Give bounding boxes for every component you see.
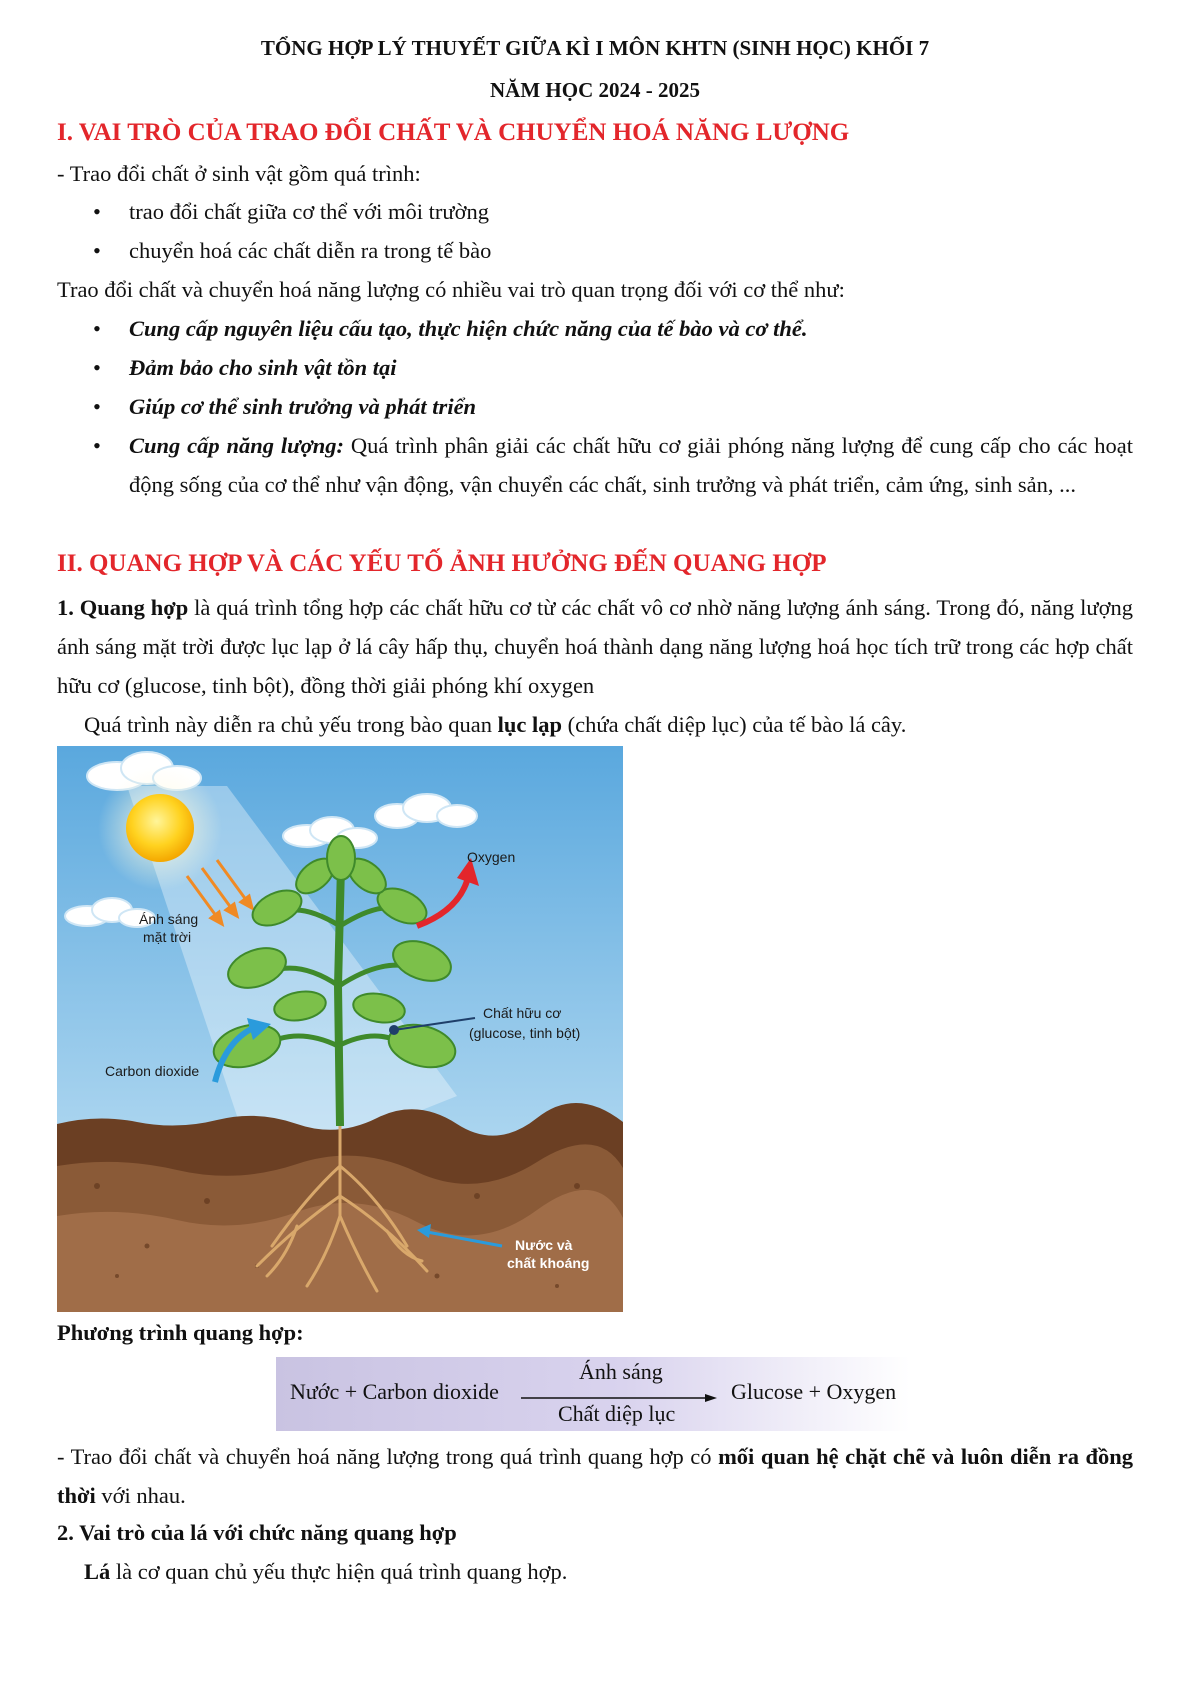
label-light-2: mặt trời [143,929,192,945]
label-light-1: Ánh sáng [139,911,199,927]
bullet-dot: • [93,199,101,224]
role-item: Cung cấp nguyên liệu cấu tạo, thực hiện chức năng của tế bào và cơ thể. [129,316,808,341]
process-item: chuyển hoá các chất diễn ra trong tế bào [129,238,492,263]
bullet-dot: • [93,355,101,380]
def-number: 1. [57,595,74,620]
def-term: Quang hợp [79,595,189,620]
bullet-dot: • [93,433,101,458]
label-water-1: Nước và [515,1237,573,1253]
equation-condition-top: Ánh sáng [579,1359,663,1384]
energy-label: Cung cấp năng lượng: [129,433,344,458]
subsection2-heading: 2. Vai trò của lá với chức năng quang hợp [57,1520,457,1545]
def-text: là quá trình tổng hợp các chất hữu cơ từ các chất vô cơ nhờ năng lượng ánh sáng. Trong đó, năng lượng ánh sáng mặt trời được lục lạp ở lá cây hấp thụ, chuyển hoá thành dạng năng lượng hoá học tích trữ trong các hợp chất hữu cơ (glucose, tinh bột), đồng thời giải phóng khí oxygen [57,595,1134,698]
energy-text: Quá trình phân giải các chất hữu cơ giải phóng năng lượng để cung cấp cho các hoạt động sống của cơ thể như vận động, vận chuyển các chất, sinh trưởng và phát triển, cảm ứng, sinh sản, ... [129,433,1134,497]
equation-products: Glucose + Oxygen [731,1379,897,1404]
label-co2: Carbon dioxide [105,1063,200,1079]
label-organic-2: (glucose, tinh bột) [469,1025,581,1041]
bullet-dot: • [93,238,101,263]
chloroplast-term: lục lạp [497,712,563,737]
document-subtitle: NĂM HỌC 2024 - 2025 [490,78,700,102]
section1-intro: - Trao đổi chất ở sinh vật gồm quá trình: [57,161,421,186]
roles-intro: Trao đổi chất và chuyển hoá năng lượng có nhiều vai trò quan trọng đối với cơ thể như: [57,277,845,302]
bullet-dot: • [93,394,101,419]
label-oxygen: Oxygen [467,849,516,865]
label-water-2: chất khoáng [507,1255,590,1271]
relation-sentence: - Trao đổi chất và chuyển hoá năng lượng trong quá trình quang hợp có mối quan hệ chặt chẽ và luôn diễn ra đồng thời với nhau. [57,1444,1133,1508]
role-item: Đảm bảo cho sinh vật tồn tại [129,355,397,380]
relation-bold: mối quan hệ chặt chẽ và luôn diễn ra đồng thời [57,1444,1133,1508]
document-title: TỔNG HỢP LÝ THUYẾT GIỮA KÌ I MÔN KHTN (SINH HỌC) KHỐI 7 [260,36,930,60]
sun-icon [126,794,194,862]
section2-heading: II. QUANG HỢP VÀ CÁC YẾU TỐ ẢNH HƯỞNG ĐẾN QUANG HỢP [57,550,827,577]
plant-stem [338,866,341,1126]
bullet-dot: • [93,316,101,341]
process-item: trao đổi chất giữa cơ thể với môi trường [129,199,489,224]
photosynthesis-definition [57,588,1133,705]
equation-box [276,1357,910,1431]
location-sentence: Quá trình này diễn ra chủ yếu trong bào quan lục lạp (chứa chất diệp lục) của tế bào lá cây. [84,712,907,737]
role-item: Giúp cơ thể sinh trưởng và phát triển [129,394,477,419]
role-item-energy [129,426,1133,504]
leaf-term: Lá [84,1559,111,1584]
equation-condition-bottom: Chất diệp lục [558,1401,676,1426]
leaf-sentence: Lá là cơ quan chủ yếu thực hiện quá trình quang hợp. [84,1559,568,1584]
equation-heading: Phương trình quang hợp: [57,1320,304,1345]
equation-reactants: Nước + Carbon dioxide [290,1379,499,1404]
photosynthesis-illustration [57,746,623,1312]
label-organic-1: Chất hữu cơ [483,1005,562,1021]
section1-heading: I. VAI TRÒ CỦA TRAO ĐỔI CHẤT VÀ CHUYỂN HOÁ NĂNG LƯỢNG [57,119,850,146]
